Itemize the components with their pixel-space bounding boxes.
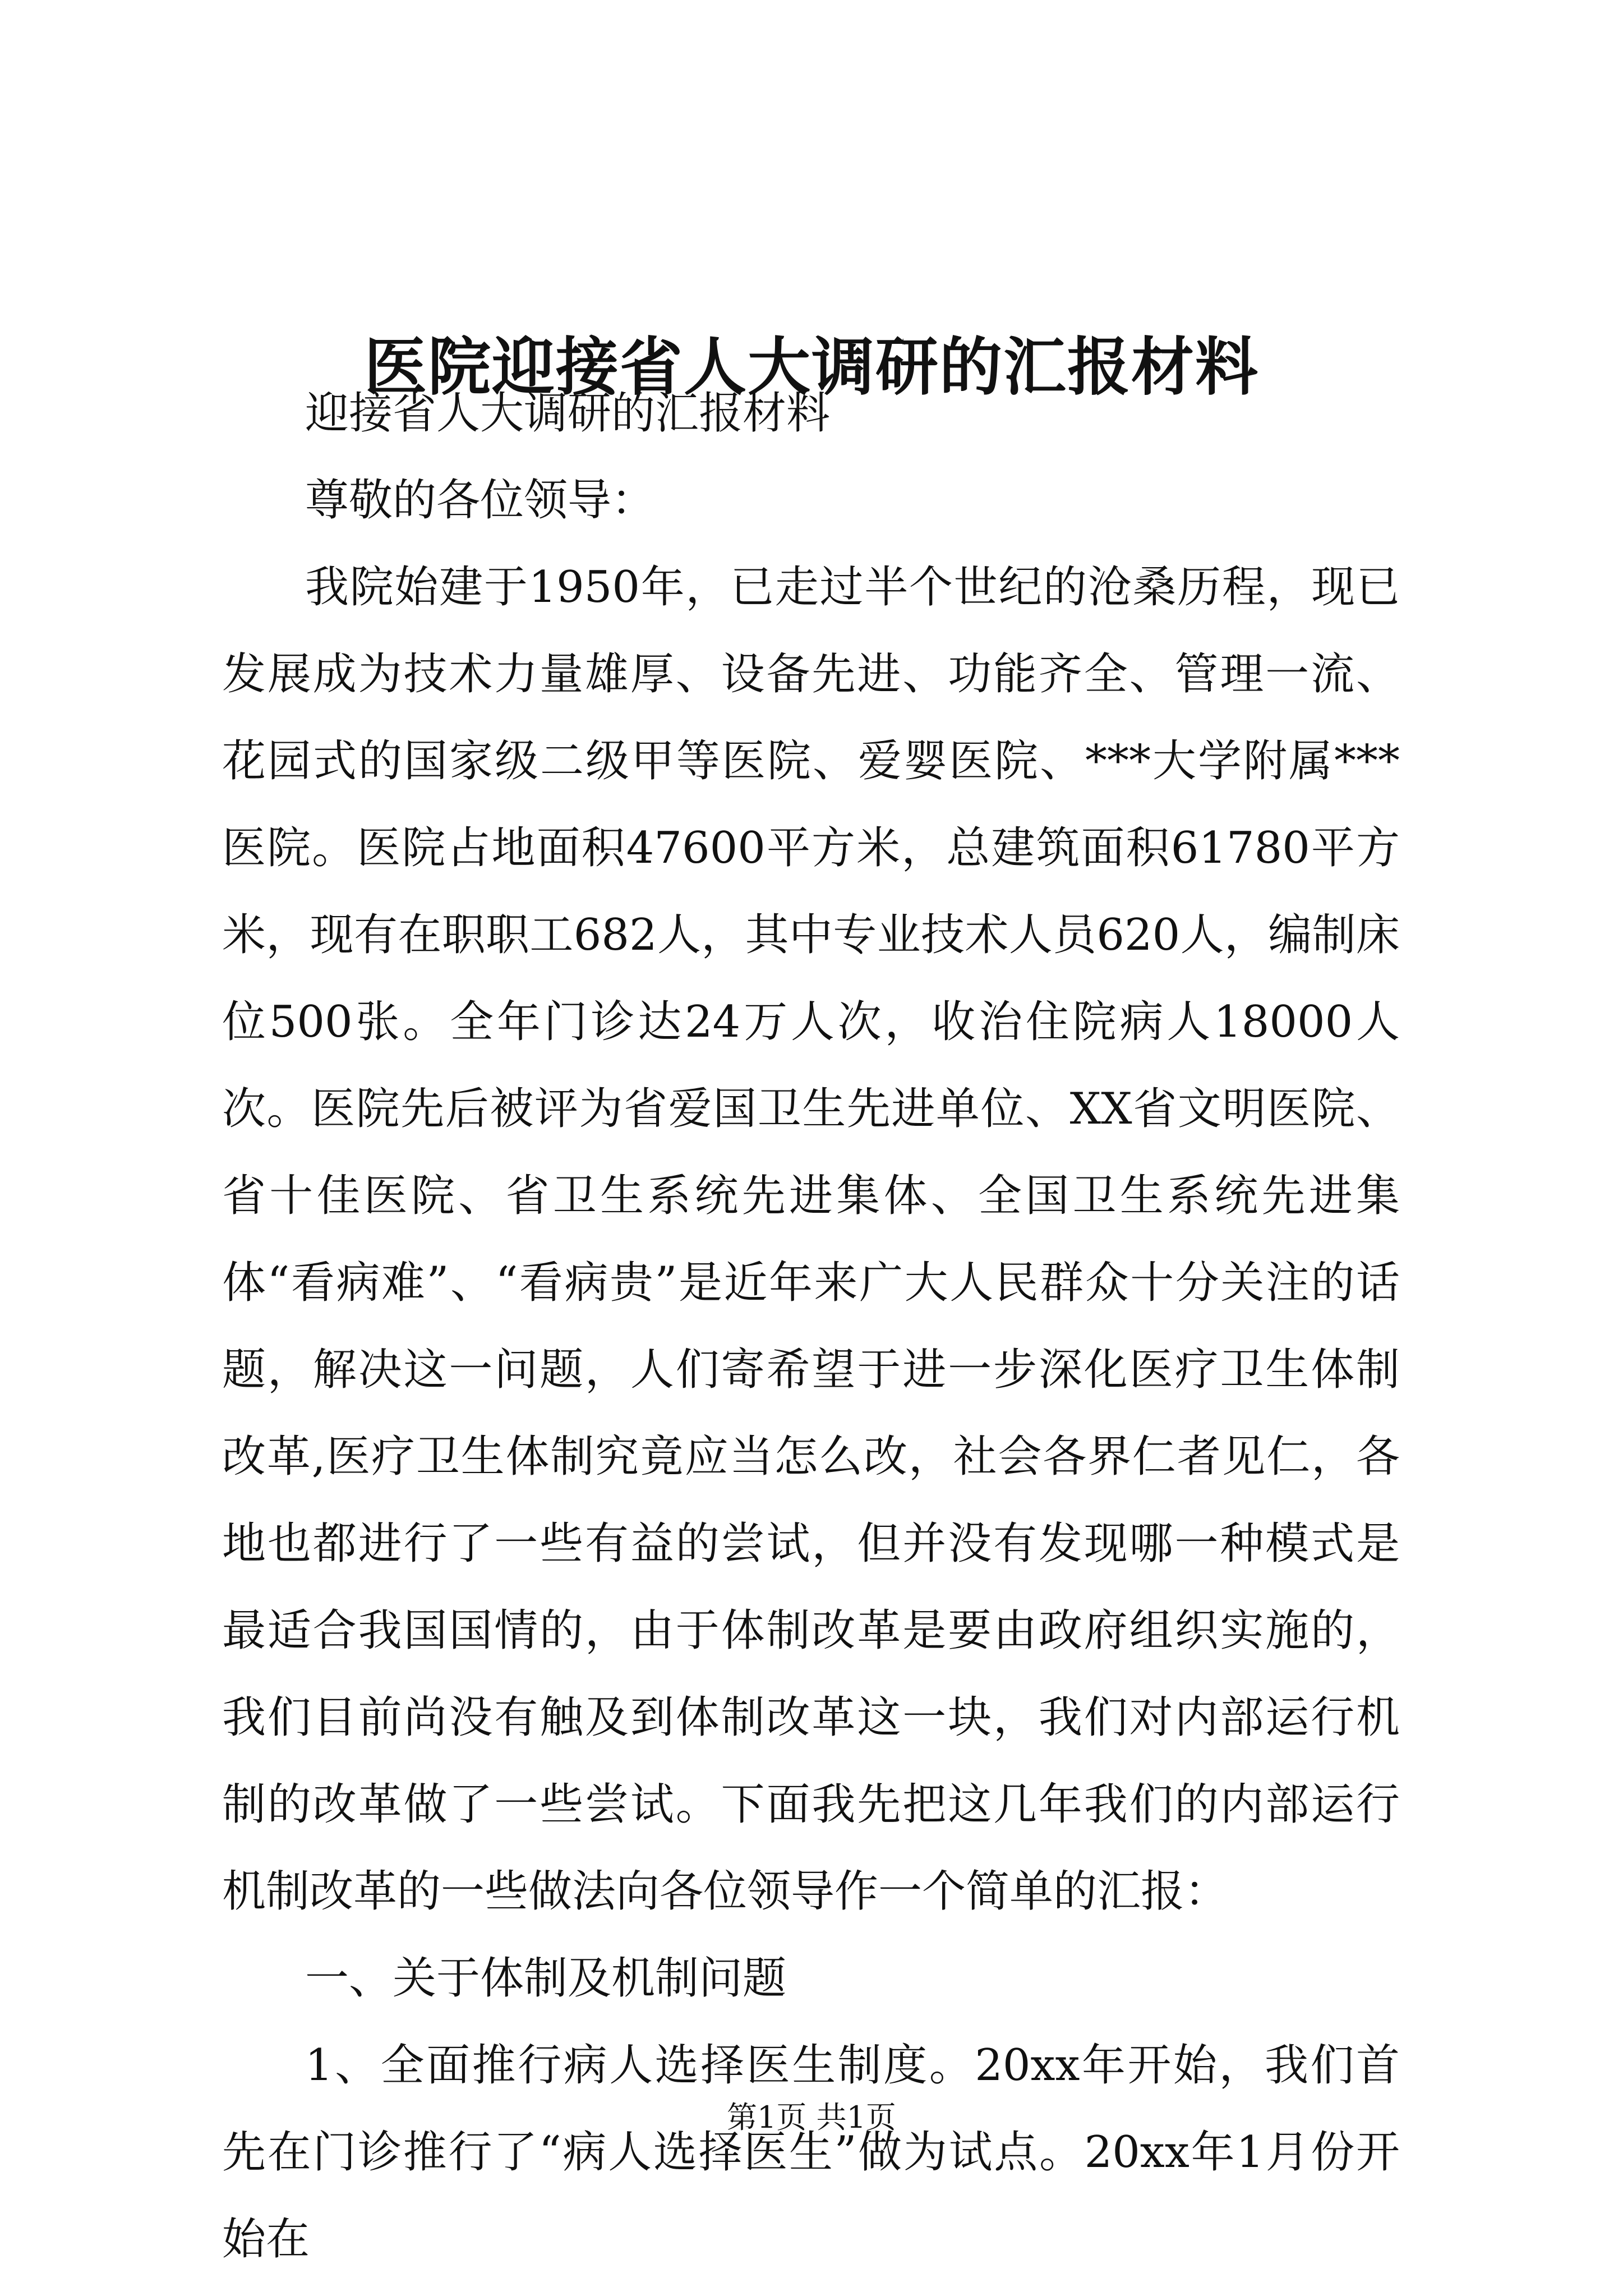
salutation-paragraph: 尊敬的各位领导： xyxy=(305,475,656,526)
subtitle-paragraph: 迎接省人大调研的汇报材料 xyxy=(305,388,831,439)
page-footer: 第1页 共1页 xyxy=(727,2100,896,2135)
section-heading: 一、关于体制及机制问题 xyxy=(305,1953,787,2004)
intro-paragraph: 我院始建于1950年，已走过半个世纪的沧桑历程，现已发展成为技术力量雄厚、设备先进、功能齐全、管理一流、花园式的国家级二级甲等医院、爱婴医院、***大学附属***医院。医院占地面积47600平方米，总建筑面积61780平方米，现有在职职工682人，其中专业技术人员620人，编制床位500张。全年门诊达24万人次，收治住院病人18000人次。医院先后被评为省爱国卫生先进单位、XX省文明医院、省十佳医院、省卫生系统先进集体、全国卫生系统先进集体“看病难”、“看病贵”是近年来广大人民群众十分关注的话题，解决这一问题，人们寄希望于进一步深化医疗卫生体制改革,医疗卫生体制究竟应当怎么改，社会各界仁者见仁，各地也都进行了一些有益的尝试，但并没有发现哪一种模式是最适合我国国情的，由于体制改革是要由政府组织实施的，我们目前尚没有触及到体制改革这一块，我们对内部运行机制的改革做了一些尝试。下面我先把这几年我们的内部运行机制改革的一些做法向各位领导作一个简单的汇报： xyxy=(222,562,1400,1917)
document-title: 医院迎接省人大调研的汇报材料 xyxy=(364,330,1259,404)
item-paragraph: 1、全面推行病人选择医生制度。20xx年开始，我们首先在门诊推行了“病人选择医生”做为试点。20xx年1月份开始在 xyxy=(222,2040,1400,2265)
document-body xyxy=(222,370,1400,2283)
